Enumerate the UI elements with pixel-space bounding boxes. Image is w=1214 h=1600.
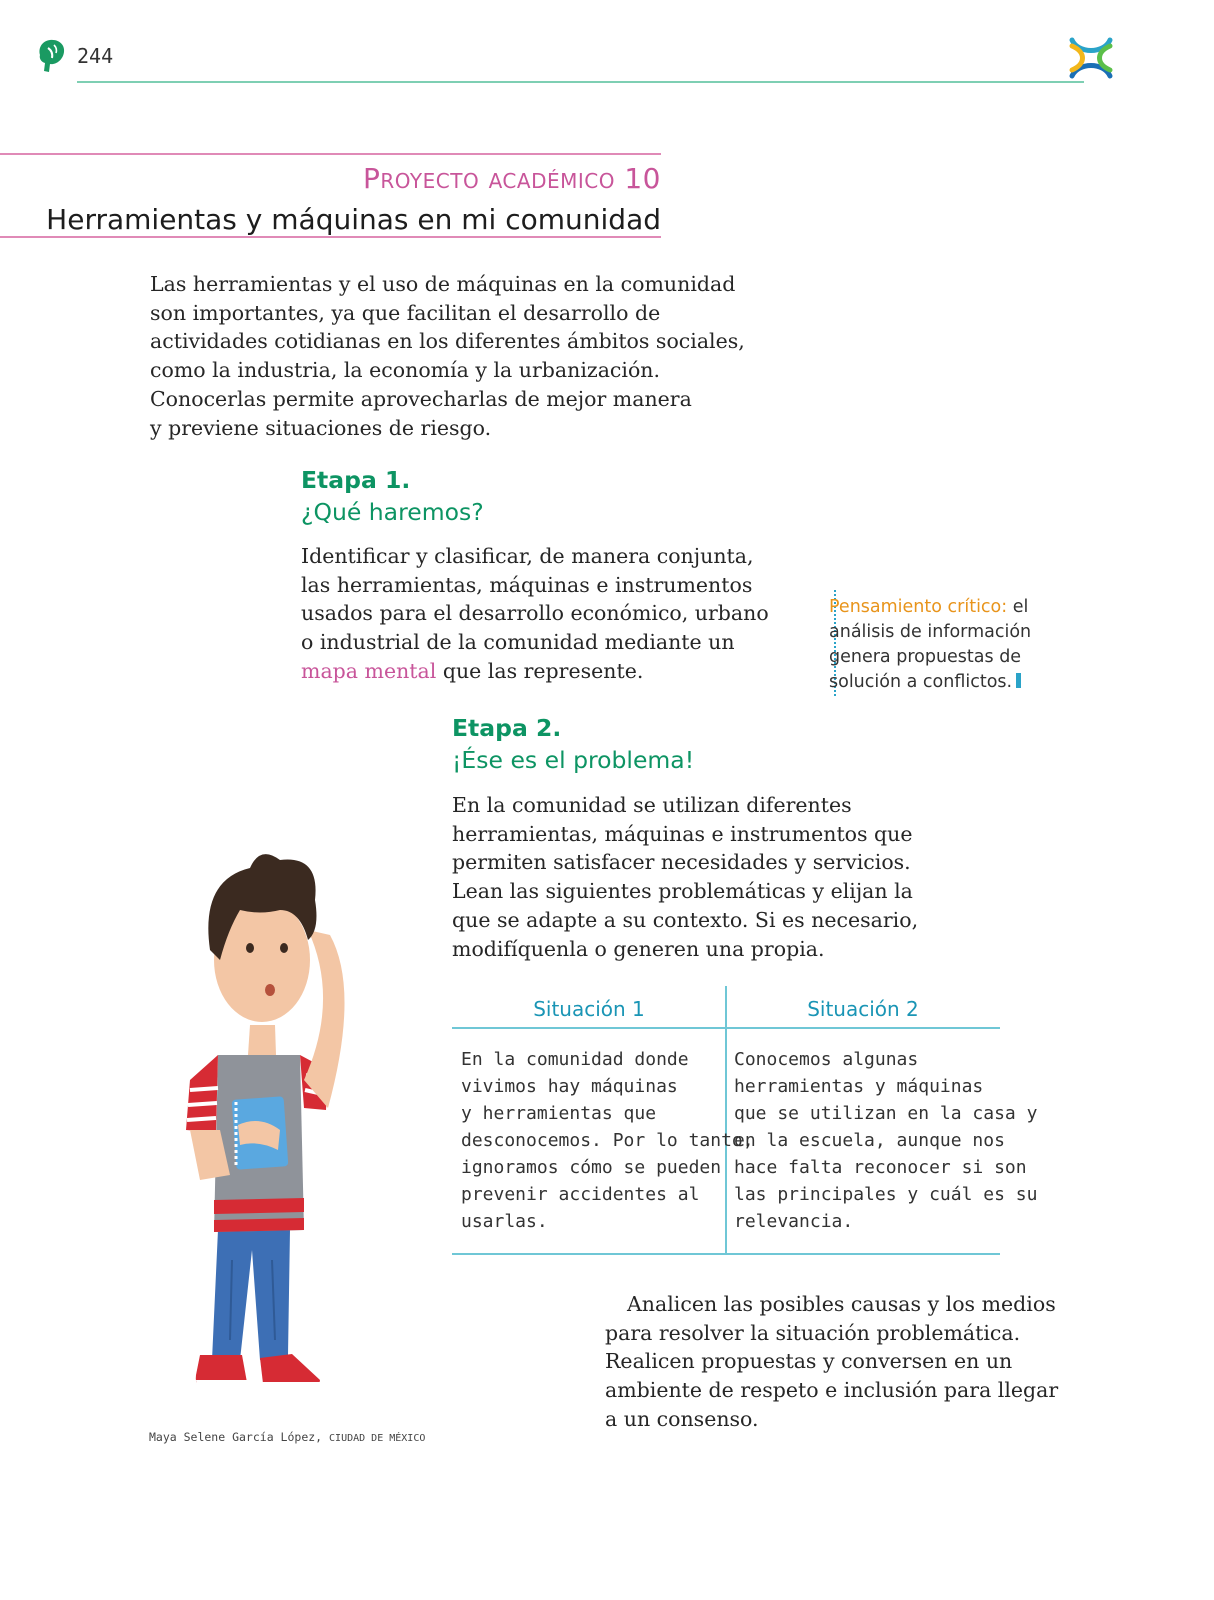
boy-thinking-illustration: [180, 840, 380, 1420]
stage1-line: o industrial de la comunidad mediante un: [301, 630, 735, 655]
title-bottom-rule: [0, 236, 661, 238]
stage1-line-rest: que las represente.: [436, 658, 644, 683]
cell-line: y herramientas que: [461, 1103, 657, 1124]
cell-line: Conocemos algunas: [734, 1049, 919, 1070]
intro-line: Las herramientas y el uso de máquinas en la comunidad: [150, 272, 736, 296]
sidebar-line: genera propuestas de: [829, 647, 1022, 667]
sidebar-last-text: solución a conflictos.: [829, 672, 1013, 692]
stage2-line: modifíquenla o generen una propia.: [452, 936, 825, 961]
stage2-heading: [452, 712, 694, 776]
stage1-question: ¿Qué haremos?: [301, 498, 484, 526]
sidebar-line: [829, 670, 1074, 695]
illustration-credit: [149, 1430, 425, 1444]
sidebar-first-rest: el: [1007, 597, 1029, 617]
mind-map-term: mapa mental: [301, 658, 437, 683]
intro-paragraph: [150, 270, 745, 442]
cell-line: desconocemos. Por lo tanto,: [461, 1130, 754, 1151]
stage2-line: herramientas, máquinas e instrumentos que: [452, 821, 913, 846]
cell-line: En la comunidad donde: [461, 1049, 689, 1070]
closing-line: para resolver la situación problemática.: [605, 1320, 1021, 1345]
stage1-heading: [301, 464, 484, 528]
cell-line: usarlas.: [461, 1211, 548, 1232]
sidebar-highlight: Pensamiento crítico:: [829, 597, 1008, 617]
stage2-line: que se adapte a su contexto. Si es necesario,: [452, 907, 919, 932]
cell-line: vivimos hay máquinas: [461, 1076, 678, 1097]
closing-paragraph: [605, 1290, 1058, 1434]
cell-line: las principales y cuál es su: [734, 1184, 1038, 1205]
closing-line: Realicen propuestas y conversen en un: [605, 1349, 1013, 1374]
stage2-paragraph: [452, 791, 918, 963]
cell-line: en la escuela, aunque nos: [734, 1130, 1005, 1151]
leaf-logo-icon: [36, 38, 68, 74]
stage2-label: Etapa 2.: [452, 714, 562, 742]
title-top-rule: [0, 153, 661, 155]
end-marker: [1016, 673, 1021, 688]
cell-line: hace falta reconocer si son: [734, 1157, 1027, 1178]
cell-line: herramientas y máquinas: [734, 1076, 984, 1097]
intro-line: y previene situaciones de riesgo.: [150, 415, 492, 440]
project-subtitle: Herramientas y máquinas en mi comunidad: [46, 203, 661, 236]
intro-line: como la industria, la economía y la urbanización.: [150, 358, 661, 383]
cell-line: prevenir accidentes al: [461, 1184, 700, 1205]
intro-line: son importantes, ya que facilitan el desarrollo de: [150, 300, 661, 325]
table-bottom-rule: [452, 1253, 1000, 1255]
stage2-line: permiten satisfacer necesidades y servicios.: [452, 850, 911, 875]
cell-line: ignoramos cómo se pueden: [461, 1157, 722, 1178]
stage2-question: ¡Ése es el problema!: [452, 746, 695, 774]
sidebar-line: [829, 595, 1074, 620]
cell-line: que se utilizan en la casa y: [734, 1103, 1038, 1124]
credit-author: Maya Selene García López,: [149, 1430, 323, 1444]
intro-line: Conocerlas permite aprovecharlas de mejor manera: [150, 386, 692, 411]
closing-line: Analicen las posibles causas y los medios: [627, 1292, 1056, 1316]
table-header-situacion-1: Situación 1: [533, 997, 645, 1021]
table-header-situacion-2: Situación 2: [807, 997, 919, 1021]
credit-place: CIUDAD DE MÉXICO: [329, 1433, 426, 1444]
sidebar-line: análisis de información: [829, 622, 1032, 642]
stage1-line: las herramientas, máquinas e instrumentos: [301, 572, 753, 597]
table-cell-situacion-2: [734, 1046, 1037, 1235]
cell-line: relevancia.: [734, 1211, 854, 1232]
header-rule: [77, 81, 1084, 83]
stage1-line: [301, 657, 769, 686]
critical-thinking-note: [829, 595, 1074, 695]
stage2-line: En la comunidad se utilizan diferentes: [452, 793, 852, 817]
closing-line: ambiente de respeto e inclusión para llegar: [605, 1378, 1059, 1403]
intro-line: actividades cotidianas en los diferentes ámbitos sociales,: [150, 329, 745, 354]
stage2-line: Lean las siguientes problemáticas y elijan la: [452, 879, 913, 904]
stage1-line: usados para el desarrollo económico, urbano: [301, 601, 769, 626]
interlocking-rings-logo-icon: [1064, 32, 1118, 84]
table-cell-situacion-1: [461, 1046, 754, 1235]
stage1-label: Etapa 1.: [301, 466, 411, 494]
stage1-paragraph: [301, 542, 769, 686]
project-title: Proyecto académico 10: [362, 162, 661, 195]
stage1-line: Identificar y clasificar, de manera conjunta,: [301, 544, 754, 568]
closing-line: a un consenso.: [605, 1406, 759, 1431]
page-number: 244: [77, 44, 114, 68]
